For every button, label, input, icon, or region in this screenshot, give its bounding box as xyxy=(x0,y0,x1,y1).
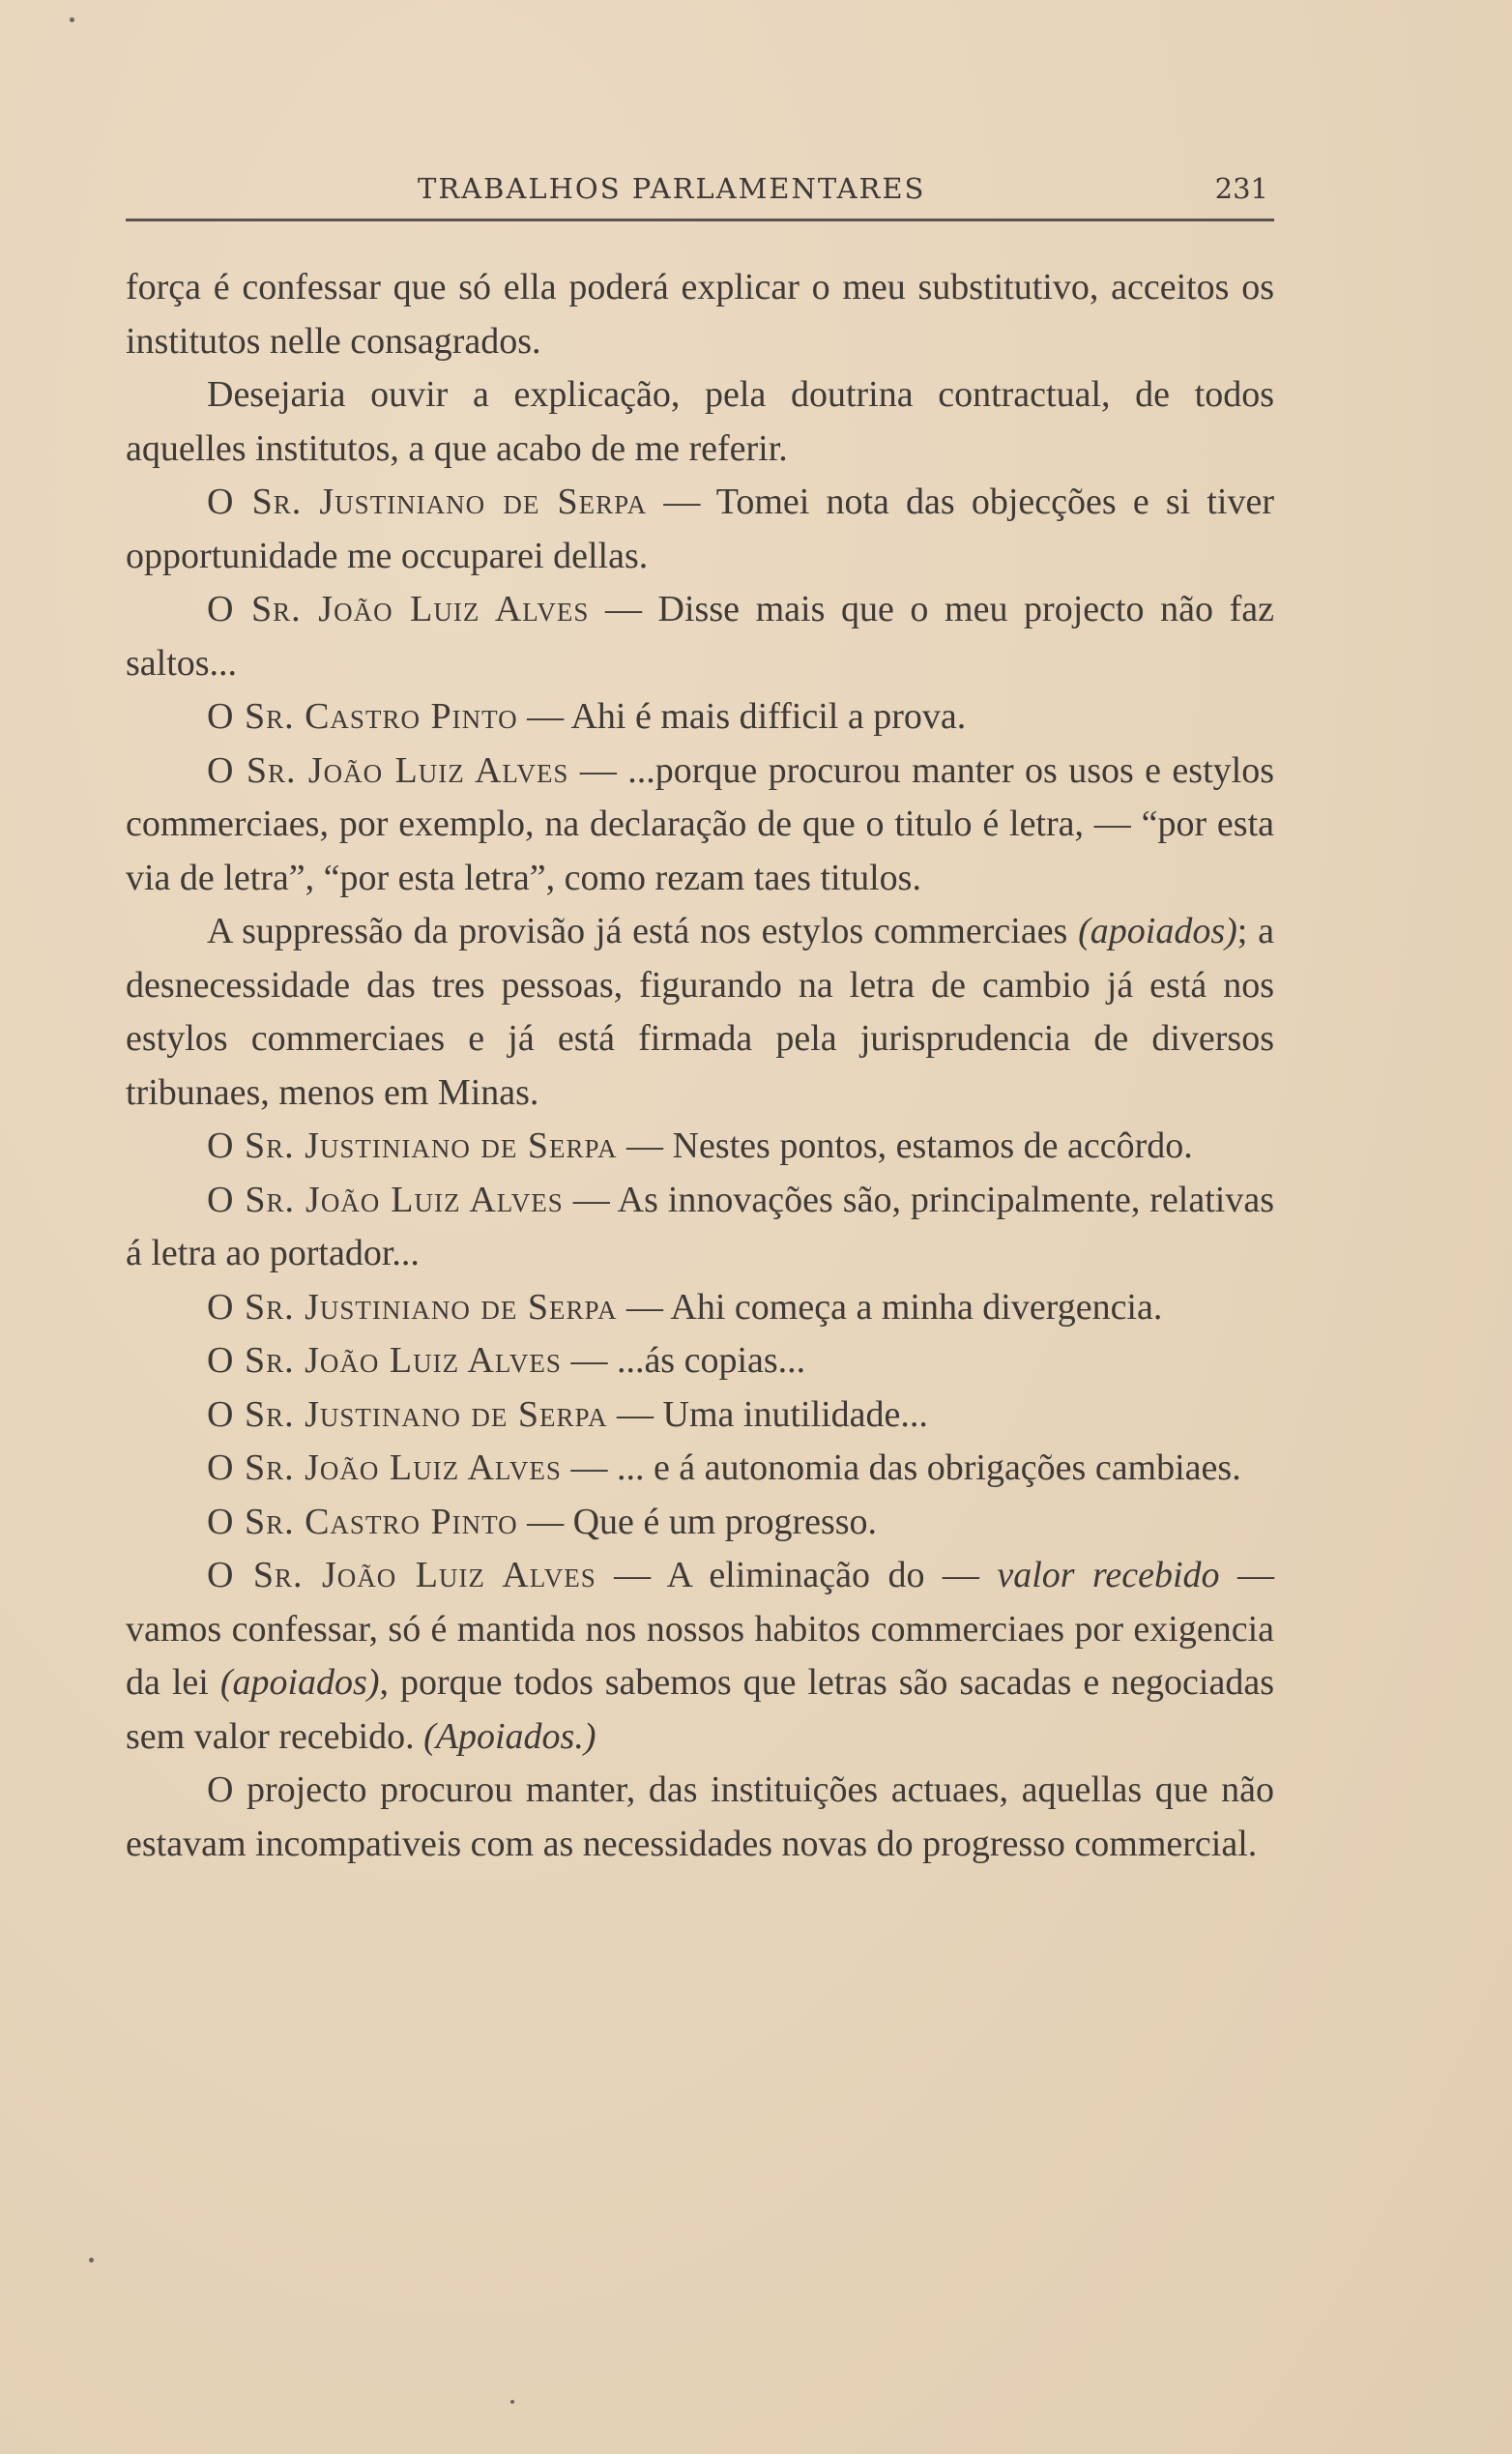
speaker-name: O Sr. Castro Pinto xyxy=(207,696,518,737)
paragraph-text: O projecto procurou manter, das instituições actuaes, aquellas que não estavam incompativeis com as necessidades novas do progresso commercial. xyxy=(126,1769,1274,1864)
speaker-name: O Sr. João Luiz Alves xyxy=(207,1340,562,1381)
print-speck xyxy=(70,17,74,22)
speaker-name: O Sr. João Luiz Alves xyxy=(207,589,590,629)
running-title: TRABALHOS PARLAMENTARES xyxy=(418,172,926,205)
speech-text: — Nestes pontos, estamos de accôrdo. xyxy=(626,1125,1193,1166)
speech-text: — Ahi começa a minha divergencia. xyxy=(626,1286,1163,1328)
speech-paragraph xyxy=(126,1174,1274,1281)
speech-paragraph xyxy=(126,476,1274,583)
speech-paragraph xyxy=(126,690,1274,745)
speaker-name: O Sr. Castro Pinto xyxy=(207,1501,518,1542)
speech-paragraph xyxy=(126,1549,1274,1764)
speaker-name: O Sr. Justiniano de Serpa xyxy=(207,1125,618,1166)
paragraph-text: força é confessar que só ella poderá explicar o meu substitutivo, acceitos os institutos nelle consagrados. xyxy=(126,267,1274,362)
paragraph xyxy=(126,261,1274,368)
speech-paragraph xyxy=(126,1496,1274,1550)
paragraph xyxy=(126,368,1274,476)
speaker-name: O Sr. João Luiz Alves xyxy=(207,1447,562,1488)
aside-remark: (apoiados) xyxy=(219,1662,380,1703)
page-header xyxy=(126,170,1274,221)
speaker-name: O Sr. João Luiz Alves xyxy=(207,749,569,791)
body-text xyxy=(126,261,1274,1871)
speaker-name: O Sr. João Luiz Alves xyxy=(207,1179,564,1220)
speech-text: — Que é um progresso. xyxy=(527,1501,878,1542)
paragraph xyxy=(126,905,1274,1120)
speech-paragraph xyxy=(126,1334,1274,1388)
speaker-name: O Sr. Justiniano de Serpa xyxy=(207,1286,618,1328)
page-number: 231 xyxy=(1214,172,1268,205)
speech-text: — Disse mais que o meu projecto não faz saltos... xyxy=(126,589,1275,684)
paragraph-text: ; a desnecessidade das tres pessoas, figurando na letra de cambio já está nos estylos commerciaes e já está firmada pela jurisprudencia de diversos tribunaes, menos em Minas. xyxy=(126,911,1274,1113)
print-speck xyxy=(89,2258,94,2263)
print-speck xyxy=(510,2400,514,2404)
paragraph xyxy=(126,1764,1274,1871)
speech-text: — A eliminação do — xyxy=(614,1555,979,1595)
speech-text: — ...ás copias... xyxy=(570,1340,806,1381)
speech-text: — ...porque procurou manter os usos e estylos commerciaes, por exemplo, na declaração de que o titulo é letra, — “por esta via de letra”, “por esta letra”, como rezam taes titulos. xyxy=(126,749,1274,898)
italic-term: valor recebido xyxy=(997,1555,1220,1595)
speech-text: — Tomei nota das objecções e si tiver opportunidade me occuparei dellas. xyxy=(126,482,1274,576)
speech-text: — vamos confessar, só é mantida nos nossos habitos commerciaes por exigencia da lei xyxy=(126,1555,1275,1703)
speech-text: — Uma inutilidade... xyxy=(617,1393,928,1435)
paragraph-text: Desejaria ouvir a explicação, pela doutrina contractual, de todos aquelles institutos, a que acabo de me referir. xyxy=(126,374,1274,469)
speech-paragraph xyxy=(126,583,1274,690)
speaker-name: O Sr. Justiniano de Serpa xyxy=(207,482,648,522)
speech-text: — As innovações são, principalmente, relativas á letra ao portador... xyxy=(126,1179,1275,1273)
paragraph-text: A suppressão da provisão já está nos estylos commerciaes xyxy=(207,911,1068,951)
speaker-name: O Sr. João Luiz Alves xyxy=(207,1555,596,1595)
speech-paragraph xyxy=(126,1120,1274,1174)
speech-text: — ... e á autonomia das obrigações cambiaes. xyxy=(570,1447,1241,1488)
speech-text: , porque todos sabemos que letras são sacadas e negociadas sem valor recebido. xyxy=(126,1662,1274,1757)
speech-paragraph xyxy=(126,1442,1274,1496)
speech-text: — Ahi é mais difficil a prova. xyxy=(527,696,967,737)
speaker-name: O Sr. Justinano de Serpa xyxy=(207,1393,608,1435)
speech-paragraph xyxy=(126,1388,1274,1443)
aside-remark: (Apoiados.) xyxy=(423,1715,596,1757)
speech-paragraph xyxy=(126,1281,1274,1335)
aside-remark: (apoiados) xyxy=(1078,911,1237,951)
speech-paragraph xyxy=(126,745,1274,906)
